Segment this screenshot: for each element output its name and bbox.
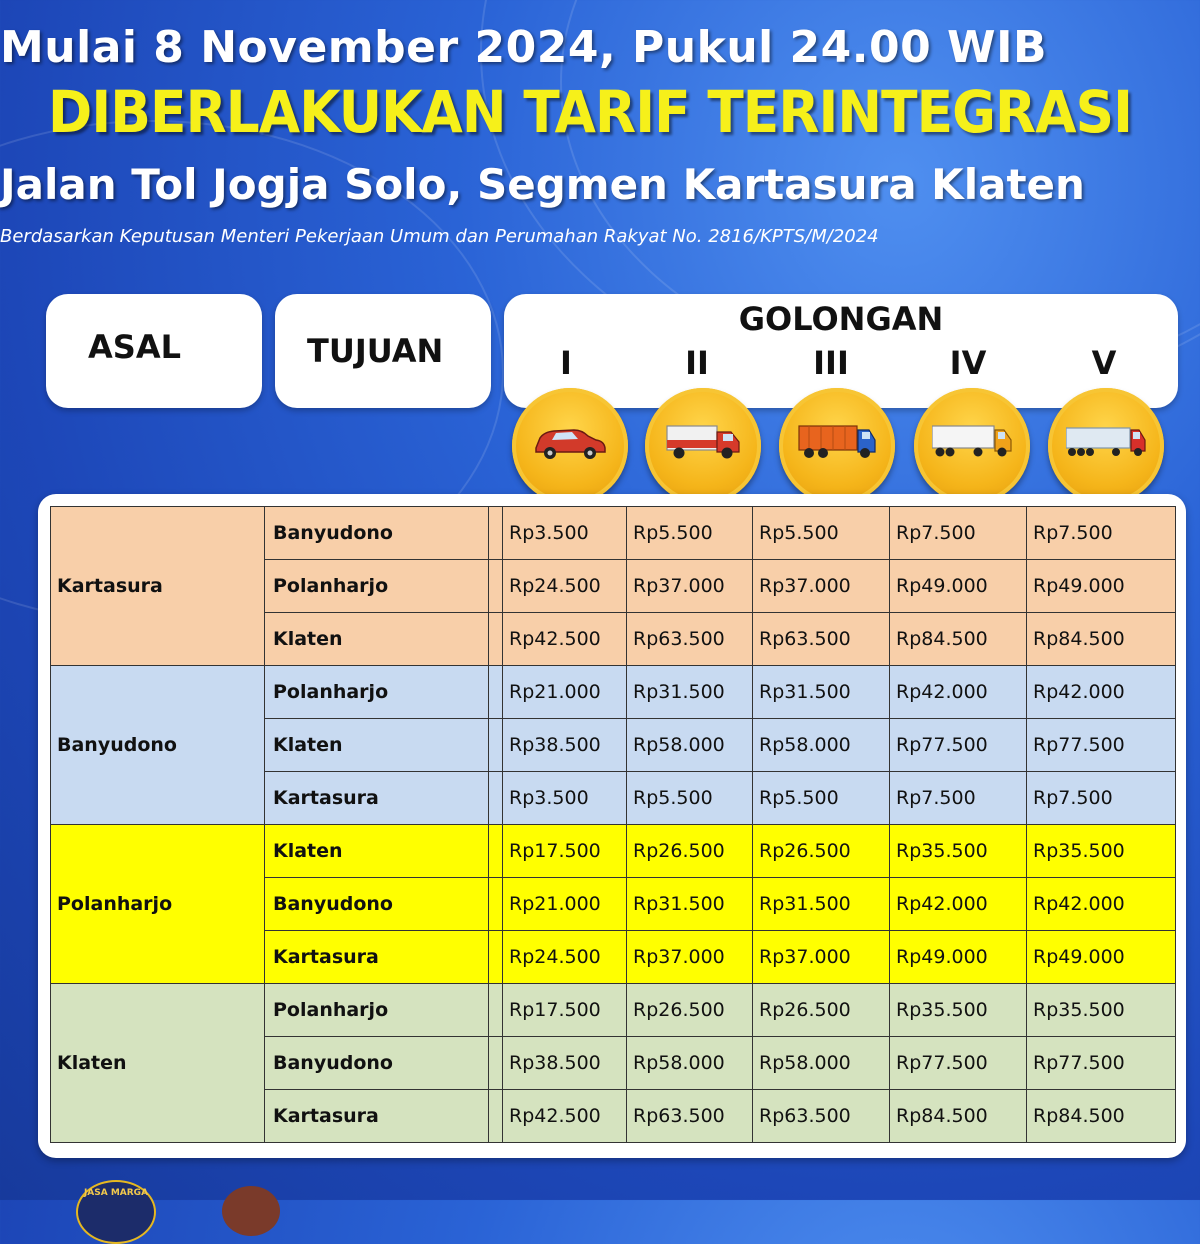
tarif-cell-golongan-2: Rp5.500 — [627, 507, 753, 560]
tarif-cell-golongan-3: Rp5.500 — [753, 772, 890, 825]
asal-cell — [51, 931, 265, 984]
tarif-cell-golongan-1: Rp3.500 — [503, 772, 627, 825]
table-row — [51, 772, 1176, 825]
tarif-cell-golongan-2: Rp31.500 — [627, 666, 753, 719]
tarif-cell-golongan-4: Rp77.500 — [890, 1037, 1027, 1090]
long-trailer-icon — [1066, 418, 1146, 462]
tarif-cell-golongan-3: Rp31.500 — [753, 878, 890, 931]
asal-cell — [51, 772, 265, 825]
table-row — [51, 507, 1176, 560]
table-row — [51, 931, 1176, 984]
tarif-cell-golongan-1: Rp17.500 — [503, 984, 627, 1037]
golongan-ii-badge — [645, 388, 761, 504]
golongan-class-v: V — [1091, 344, 1117, 382]
asal-header-label: ASAL — [88, 328, 181, 366]
asal-cell — [51, 613, 265, 666]
tarif-cell-golongan-2: Rp37.000 — [627, 931, 753, 984]
tarif-cell-golongan-3: Rp58.000 — [753, 1037, 890, 1090]
partner-logo — [222, 1186, 280, 1236]
tarif-cell-golongan-1: Rp38.500 — [503, 719, 627, 772]
tujuan-cell: Banyudono — [265, 878, 489, 931]
tujuan-cell: Kartasura — [265, 772, 489, 825]
tujuan-cell: Klaten — [265, 719, 489, 772]
tarif-cell-golongan-2: Rp58.000 — [627, 1037, 753, 1090]
tujuan-cell: Polanharjo — [265, 984, 489, 1037]
golongan-i-badge — [512, 388, 628, 504]
asal-header-box — [46, 294, 262, 408]
tujuan-cell: Klaten — [265, 613, 489, 666]
container-truck-icon — [797, 418, 877, 462]
golongan-class-iii: III — [813, 344, 849, 382]
tarif-cell-golongan-4: Rp49.000 — [890, 931, 1027, 984]
main-title: DIBERLAKUKAN TARIF TERINTEGRASI — [48, 78, 1133, 146]
tarif-cell-golongan-5: Rp84.500 — [1027, 613, 1176, 666]
asal-cell — [51, 984, 265, 1037]
separator-cell — [489, 613, 503, 666]
tarif-cell-golongan-1: Rp38.500 — [503, 1037, 627, 1090]
tarif-cell-golongan-3: Rp26.500 — [753, 984, 890, 1037]
tarif-cell-golongan-1: Rp17.500 — [503, 825, 627, 878]
golongan-iii-badge — [779, 388, 895, 504]
table-row — [51, 560, 1176, 613]
tarif-cell-golongan-5: Rp77.500 — [1027, 1037, 1176, 1090]
tariff-table-panel — [38, 494, 1186, 1158]
separator-cell — [489, 984, 503, 1037]
tarif-cell-golongan-1: Rp42.500 — [503, 1090, 627, 1143]
start-date-heading: Mulai 8 November 2024, Pukul 24.00 WIB — [0, 22, 1047, 73]
separator-cell — [489, 825, 503, 878]
tarif-cell-golongan-1: Rp42.500 — [503, 613, 627, 666]
tarif-cell-golongan-1: Rp21.000 — [503, 666, 627, 719]
table-row — [51, 878, 1176, 931]
tarif-cell-golongan-1: Rp24.500 — [503, 560, 627, 613]
tujuan-header-label: TUJUAN — [307, 332, 444, 370]
tarif-cell-golongan-3: Rp63.500 — [753, 1090, 890, 1143]
toll-road-subtitle: Jalan Tol Jogja Solo, Segmen Kartasura Klaten — [0, 160, 1085, 209]
tarif-cell-golongan-4: Rp49.000 — [890, 560, 1027, 613]
tarif-cell-golongan-4: Rp42.000 — [890, 878, 1027, 931]
tarif-cell-golongan-5: Rp7.500 — [1027, 772, 1176, 825]
tarif-cell-golongan-2: Rp63.500 — [627, 1090, 753, 1143]
tarif-cell-golongan-2: Rp58.000 — [627, 719, 753, 772]
tarif-cell-golongan-5: Rp35.500 — [1027, 984, 1176, 1037]
tarif-cell-golongan-2: Rp31.500 — [627, 878, 753, 931]
separator-cell — [489, 1037, 503, 1090]
golongan-class-iv: IV — [949, 344, 987, 382]
golongan-class-ii: II — [685, 344, 709, 382]
tarif-cell-golongan-1: Rp3.500 — [503, 507, 627, 560]
table-row — [51, 825, 1176, 878]
tarif-cell-golongan-4: Rp42.000 — [890, 666, 1027, 719]
tujuan-cell: Kartasura — [265, 931, 489, 984]
tujuan-header-box — [275, 294, 491, 408]
tarif-cell-golongan-5: Rp42.000 — [1027, 666, 1176, 719]
jasa-marga-logo — [76, 1180, 156, 1244]
legal-basis-note: Berdasarkan Keputusan Menteri Pekerjaan Umum dan Perumahan Rakyat No. 2816/KPTS/M/2024 — [0, 226, 879, 247]
tujuan-cell: Polanharjo — [265, 666, 489, 719]
tarif-cell-golongan-5: Rp84.500 — [1027, 1090, 1176, 1143]
tarif-cell-golongan-2: Rp63.500 — [627, 613, 753, 666]
tarif-cell-golongan-4: Rp77.500 — [890, 719, 1027, 772]
tarif-cell-golongan-5: Rp35.500 — [1027, 825, 1176, 878]
tarif-cell-golongan-5: Rp42.000 — [1027, 878, 1176, 931]
separator-cell — [489, 666, 503, 719]
tarif-cell-golongan-3: Rp58.000 — [753, 719, 890, 772]
tarif-cell-golongan-2: Rp5.500 — [627, 772, 753, 825]
tarif-cell-golongan-2: Rp26.500 — [627, 825, 753, 878]
tarif-cell-golongan-1: Rp21.000 — [503, 878, 627, 931]
tarif-cell-golongan-5: Rp49.000 — [1027, 560, 1176, 613]
asal-cell — [51, 1090, 265, 1143]
tarif-cell-golongan-3: Rp37.000 — [753, 560, 890, 613]
table-row — [51, 984, 1176, 1037]
asal-cell: Klaten — [51, 1037, 265, 1090]
tarif-cell-golongan-4: Rp7.500 — [890, 507, 1027, 560]
tarif-cell-golongan-4: Rp7.500 — [890, 772, 1027, 825]
separator-cell — [489, 719, 503, 772]
tarif-cell-golongan-1: Rp24.500 — [503, 931, 627, 984]
logo-text: JASA MARGA — [83, 1188, 149, 1198]
table-row — [51, 666, 1176, 719]
table-row — [51, 613, 1176, 666]
separator-cell — [489, 931, 503, 984]
tarif-cell-golongan-4: Rp84.500 — [890, 613, 1027, 666]
tarif-cell-golongan-4: Rp35.500 — [890, 984, 1027, 1037]
tarif-cell-golongan-2: Rp26.500 — [627, 984, 753, 1037]
separator-cell — [489, 772, 503, 825]
table-row — [51, 719, 1176, 772]
tariff-table — [50, 506, 1176, 1143]
trailer-truck-icon — [932, 418, 1012, 462]
separator-cell — [489, 560, 503, 613]
tarif-cell-golongan-4: Rp84.500 — [890, 1090, 1027, 1143]
separator-cell — [489, 878, 503, 931]
asal-cell: Polanharjo — [51, 878, 265, 931]
car-icon — [530, 418, 610, 462]
asal-cell: Kartasura — [51, 560, 265, 613]
tarif-cell-golongan-3: Rp37.000 — [753, 931, 890, 984]
tujuan-cell: Banyudono — [265, 1037, 489, 1090]
separator-cell — [489, 1090, 503, 1143]
golongan-iv-badge — [914, 388, 1030, 504]
asal-cell — [51, 507, 265, 560]
golongan-v-badge — [1048, 388, 1164, 504]
table-row — [51, 1037, 1176, 1090]
tarif-cell-golongan-3: Rp26.500 — [753, 825, 890, 878]
tarif-cell-golongan-5: Rp7.500 — [1027, 507, 1176, 560]
golongan-class-i: I — [560, 344, 572, 382]
tujuan-cell: Kartasura — [265, 1090, 489, 1143]
asal-cell — [51, 825, 265, 878]
tujuan-cell: Polanharjo — [265, 560, 489, 613]
tarif-cell-golongan-5: Rp49.000 — [1027, 931, 1176, 984]
box-truck-icon — [663, 418, 743, 462]
asal-cell — [51, 666, 265, 719]
tujuan-cell: Banyudono — [265, 507, 489, 560]
separator-cell — [489, 507, 503, 560]
asal-cell: Banyudono — [51, 719, 265, 772]
table-row — [51, 1090, 1176, 1143]
tarif-cell-golongan-3: Rp63.500 — [753, 613, 890, 666]
tarif-cell-golongan-4: Rp35.500 — [890, 825, 1027, 878]
tarif-cell-golongan-5: Rp77.500 — [1027, 719, 1176, 772]
tujuan-cell: Klaten — [265, 825, 489, 878]
tarif-cell-golongan-3: Rp5.500 — [753, 507, 890, 560]
tarif-cell-golongan-3: Rp31.500 — [753, 666, 890, 719]
golongan-header-label: GOLONGAN — [738, 300, 944, 338]
tarif-cell-golongan-2: Rp37.000 — [627, 560, 753, 613]
